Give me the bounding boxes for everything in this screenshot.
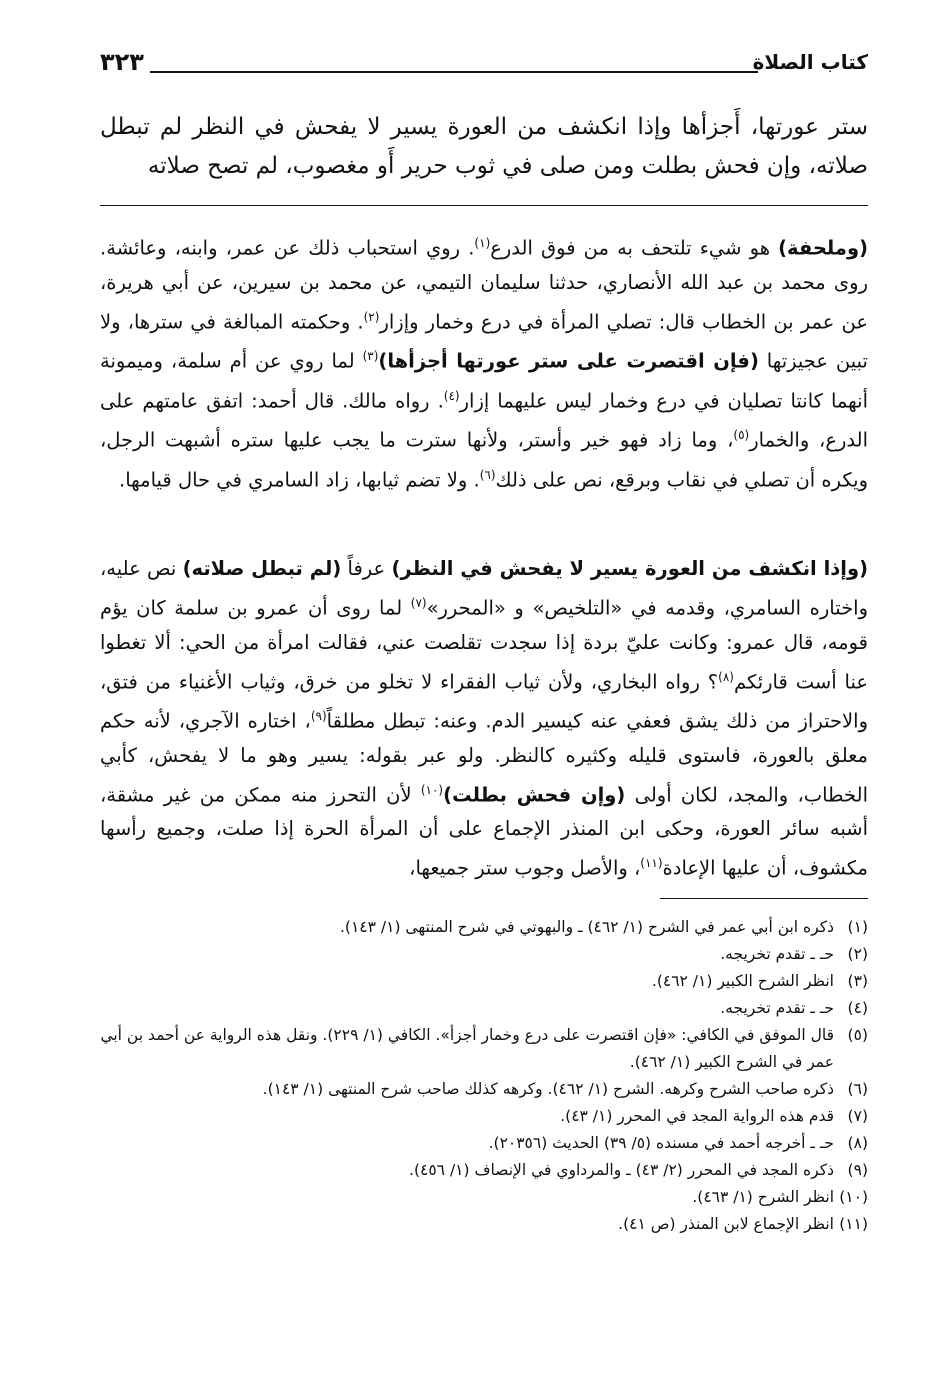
footnote-item: [100, 968, 868, 995]
footnote-text: ذكره ابن أبي عمر في الشرح (١/ ٤٦٢) ـ والبهوتي في شرح المنتهى (١/ ١٤٣).: [339, 918, 834, 936]
footnote-item: [100, 995, 868, 1022]
footnote-text: حـ ـ أخرجه أحمد في مسنده (٥/ ٣٩) الحديث (٢٠٣٥٦).: [488, 1134, 834, 1152]
bold-lemma: (فإن اقتصرت على ستر عورتها أجزأها): [378, 349, 759, 373]
commentary-text: ، اختاره الآجري، لأنه حكم معلق بالعورة، فاستوى قليله وكثيره كالنظر. ولو عبر بقوله: يسير وهو ما لا يفحش، كأبي الخطاب، والمجد، لكان أولى: [100, 709, 868, 806]
footnote-text: انظر الشرح الكبير (١/ ٤٦٢).: [651, 972, 834, 990]
footnote-text: انظر الإجماع لابن المنذر (ص ٤١).: [618, 1215, 834, 1233]
bold-lemma: (وإن فحش بطلت): [443, 783, 626, 806]
footnote-number: (٣): [847, 972, 868, 990]
footnote-mark: (٩): [310, 709, 327, 723]
bold-lemma: (وملحفة): [778, 236, 868, 260]
footnote-mark: (١١): [640, 856, 663, 870]
footnote-number: (١): [847, 918, 868, 936]
commentary-paragraph-1: [100, 226, 868, 497]
footnote-text: حـ ـ تقدم تخريجه.: [720, 999, 834, 1017]
footnote-number: (٦): [847, 1080, 868, 1098]
footnote-text: ذكره صاحب الشرح وكرهه. الشرح (١/ ٤٦٢). وكرهه كذلك صاحب شرح المنتهى (١/ ١٤٣).: [262, 1080, 834, 1098]
footnote-mark: (٧): [410, 596, 427, 610]
footnote-mark: (١): [474, 236, 491, 250]
footnote-text: ذكره المجد في المحرر (٢/ ٤٣) ـ والمرداوي في الإنصاف (١/ ٤٥٦).: [409, 1161, 834, 1179]
commentary-text: . روي استحباب ذلك عن عمر، وابنه، وعائشة. روى محمد بن عبد الله الأنصاري، حدثنا سليمان التيمي، عن محمد بن سيرين، عن أبي هريرة، عن عمر بن الخطاب قال: تصلي المرأة في درع وخمار وإزار: [100, 236, 869, 333]
commentary-text: لأن التحرز منه ممكن من غير مشقة، أشبه سائر العورة، وحكى ابن المنذر الإجماع على أن المرأة الحرة إذا صلت، وجميع رأسها مكشوف، أن عليها الإعادة: [100, 783, 868, 880]
footnote-number: (٧): [847, 1107, 868, 1125]
page-header: [100, 44, 868, 80]
footnote-mark: (١٠): [420, 782, 444, 797]
bold-lemma: (لم تبطل صلاته): [182, 557, 342, 580]
footnotes-list: [100, 914, 868, 1238]
commentary-text: ؟ رواه البخاري، ولأن ثياب الفقراء لا تخلو من خرق، وثياب الأغنياء من فتق، والاحتراز من ذلك يشق فعفي عنه كيسير الدم. وعنه: تبطل مطلقاً: [100, 670, 868, 733]
commentary-text: . رواه مالك. قال أحمد: اتفق عامتهم على الدرع، والخمار: [100, 389, 868, 452]
footnote-mark: (٦): [479, 467, 496, 482]
footnote-item: [100, 914, 868, 941]
footnote-text: انظر الشرح (١/ ٤٦٣).: [692, 1188, 834, 1206]
footnote-mark: (٣): [362, 349, 379, 363]
footnote-item: [100, 1184, 868, 1211]
footnote-item: [100, 1130, 868, 1157]
footnote-mark: (٥): [733, 428, 750, 442]
commentary-text: ، والأصل وجوب ستر جميعها،: [409, 856, 641, 880]
footnote-number: (٥): [847, 1026, 868, 1044]
commentary-text: هو شيء تلتحف به من فوق الدرع: [490, 236, 779, 260]
footnote-number: (٩): [847, 1161, 868, 1179]
main-text: ستر عورتها، أَجزأها وإذا انكشف من العورة يسير لا يفحش في النظر لم تبطل صلاته، وإن فحش بطلت ومن صلى في ثوب حرير أَو مغصوب، لم تصح صلاته: [100, 114, 868, 179]
commentary-text: نص عليه، واختاره السامري، وقدمه في «التلخيص» و «المحرر»: [100, 557, 868, 620]
footnote-number: (١٠): [839, 1188, 868, 1206]
page-number: ٣٢٣: [100, 48, 144, 76]
footnote-number: (٤): [847, 999, 868, 1017]
chapter-title: كتاب الصلاة: [752, 50, 868, 74]
commentary-paragraph-2: [100, 552, 868, 886]
bold-lemma: (وإذا انكشف من العورة يسير لا يفحش في النظر): [391, 557, 868, 580]
footnote-text: قال الموفق في الكافي: «فإن اقتصرت على درع وخمار أجزأ». الكافي (١/ ٢٢٩). ونقل هذه الرواية عن أحمد بن أبي عمر في الشرح الكبير (١/ ٤٦٢).: [100, 1026, 834, 1071]
footnote-mark: (٤): [443, 388, 460, 403]
commentary-text: ، وما زاد فهو خير وأستر، ولأنها سترت ما يجب عليها ستره أشبهت الرجل، ويكره أن تصلي في نقاب وبرقع، نص على ذلك: [100, 428, 868, 491]
footnote-separator: [660, 898, 868, 899]
commentary-text: لما روي عن أم سلمة، وميمونة أنهما كانتا تصليان في درع وخمار ليس عليهما إزار: [100, 349, 868, 412]
footnote-mark: (٢): [363, 309, 380, 324]
footnote-item: [100, 1157, 868, 1184]
footnote-item: [100, 941, 868, 968]
commentary-text: . ولا تضم ثيابها، زاد السامري في حال قيامها.: [119, 468, 480, 491]
footnote-item: [100, 1211, 868, 1238]
footnote-number: (١١): [839, 1215, 868, 1233]
footnote-text: حـ ـ تقدم تخريجه.: [720, 945, 834, 963]
footnote-number: (٨): [847, 1134, 868, 1152]
footnote-number: (٢): [847, 945, 868, 963]
footnote-text: قدم هذه الرواية المجد في المحرر (١/ ٤٣).: [560, 1107, 834, 1125]
footnote-item: [100, 1022, 868, 1076]
footnote-mark: (٨): [718, 669, 734, 684]
commentary-text: . وحكمته المبالغة في سترها، ولا تبين عجيزتها: [100, 310, 868, 373]
header-rule: [150, 71, 758, 73]
commentary-text: لما روى أن عمرو بن سلمة كان يؤم قومه، قال عمرو: وكانت عليّ بردة إذا سجدت تقلصت عني، فقالت امرأة من الحي: ألا تغطوا عنا أست قارئكم: [100, 596, 868, 693]
main-text-separator: [100, 205, 868, 206]
footnote-item: [100, 1103, 868, 1130]
commentary-text: عرفاً: [341, 557, 392, 580]
footnote-item: [100, 1076, 868, 1103]
